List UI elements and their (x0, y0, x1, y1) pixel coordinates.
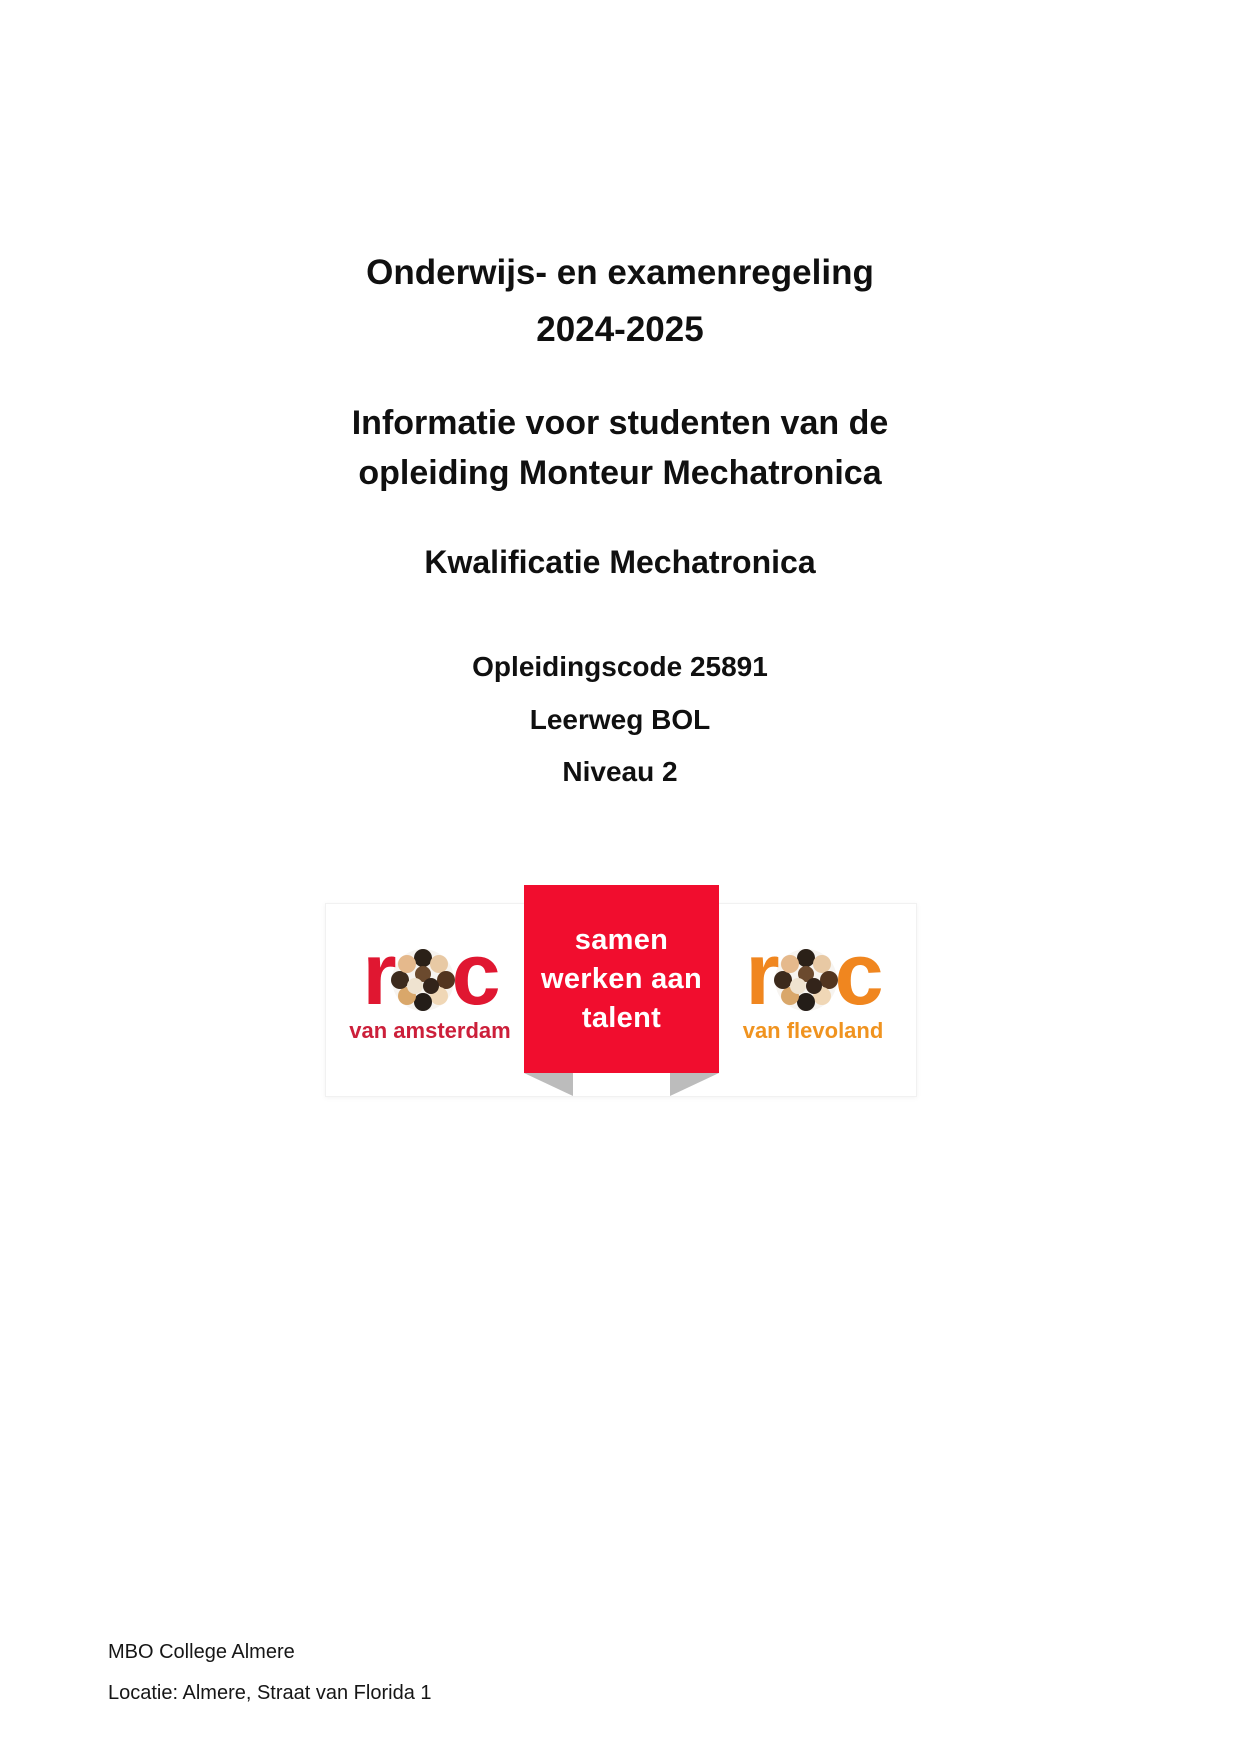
banner-line-2: werken aan (541, 962, 702, 995)
leerweg-text: Leerweg BOL (529, 704, 711, 735)
roc-flevoland-wordmark (703, 924, 923, 1023)
footer-college-name: MBO College Almere (108, 1641, 295, 1663)
roc-amsterdam-caption: van amsterdam (349, 1018, 511, 1043)
page-title-line-2: 2024-2025 (536, 310, 704, 349)
people-circle-icon (391, 948, 455, 1012)
qualification-heading: Kwalificatie Mechatronica (424, 544, 816, 580)
opleidingscode-text: Opleidingscode 25891 (472, 651, 768, 682)
roc-amsterdam-letter-c: c (451, 924, 498, 1023)
samen-werken-aan-talent-banner (524, 885, 719, 1073)
roc-amsterdam-letter-r: r (362, 924, 394, 1023)
niveau-text: Niveau 2 (562, 756, 678, 787)
people-circle-icon (774, 948, 838, 1012)
roc-van-amsterdam-logo (320, 924, 540, 1044)
roc-amsterdam-wordmark (320, 924, 540, 1023)
page-subtitle (0, 398, 1240, 498)
page-title-line-1: Onderwijs- en examenregeling (366, 253, 874, 292)
roc-flevoland-letter-c: c (834, 924, 881, 1023)
roc-van-flevoland-logo (703, 924, 923, 1044)
page-title (0, 244, 1240, 358)
banner-line-3: talent (581, 1001, 662, 1034)
roc-flevoland-caption: van flevoland (742, 1018, 884, 1043)
page-subtitle-line-1: Informatie voor studenten van de (351, 404, 889, 442)
banner-line-1: samen (574, 923, 669, 956)
roc-flevoland-letter-r: r (745, 924, 777, 1023)
footer-location: Locatie: Almere, Straat van Florida 1 (108, 1682, 432, 1704)
page-subtitle-line-2: opleiding Monteur Mechatronica (358, 454, 882, 492)
